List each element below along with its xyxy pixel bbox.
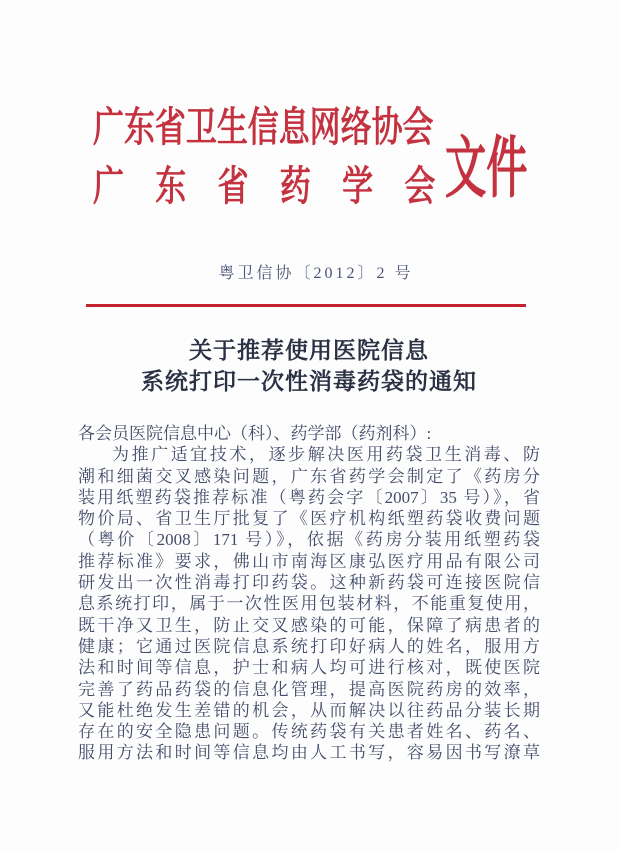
body-line: 研发出一次性消毒打印药袋。这种新药袋可连接医院信	[78, 573, 540, 593]
title-line2: 系统打印一次性消毒药袋的通知	[141, 369, 477, 394]
body-line: 服用方法和时间等信息均由人工书写，容易因书写潦草	[78, 743, 540, 763]
org-name-line1: 广东省卫生信息网络协会	[93, 104, 434, 150]
body-paragraph	[78, 423, 540, 764]
red-divider	[86, 304, 526, 307]
body-line: 存在的安全隐患问题。传统药袋有关患者姓名、药名、	[78, 722, 540, 742]
title-line1: 关于推荐使用医院信息	[189, 338, 429, 363]
body-line: 装用纸塑药袋推荐标准（粤药会字〔2007〕35 号）》，省	[78, 487, 540, 507]
doc-type-label: 文件	[445, 132, 528, 206]
body-line: 为推广适宜技术，逐步解决医用药袋卫生消毒、防	[112, 445, 540, 465]
body-line: 法和时间等信息，护士和病人均可进行核对，既使医院	[78, 658, 540, 678]
body-line: 既干净又卫生，防止交叉感染的可能，保障了病患者的	[78, 615, 540, 635]
org-name-line2: 广东省药学会	[93, 163, 467, 209]
body-line: 物价局、省卫生厅批复了《医疗机构纸塑药袋收费问题	[78, 509, 540, 529]
body-line: 潮和细菌交叉感染问题，广东省药学会制定了《药房分	[78, 466, 540, 486]
body-line: 又能杜绝发生差错的机会，从而解决以往药品分装长期	[78, 700, 540, 720]
doc-title	[0, 335, 618, 397]
body-line: 息系统打印，属于一次性医用包装材料，不能重复使用，	[78, 594, 540, 614]
body-line: 各会员医院信息中心（科）、药学部（药剂科）:	[78, 424, 432, 443]
body-line: 健康；它通过医院信息系统打印好病人的姓名，服用方	[78, 636, 540, 656]
body-line: 完善了药品药袋的信息化管理，提高医院药房的效率，	[78, 679, 540, 699]
body-line: （粤价〔2008〕171 号）》，依据《药房分装用纸塑药袋	[78, 530, 540, 550]
doc-number: 粤卫信协〔2012〕2 号	[218, 265, 414, 282]
body-line: 推荐标准》要求，佛山市南海区康弘医疗用品有限公司	[78, 551, 540, 571]
